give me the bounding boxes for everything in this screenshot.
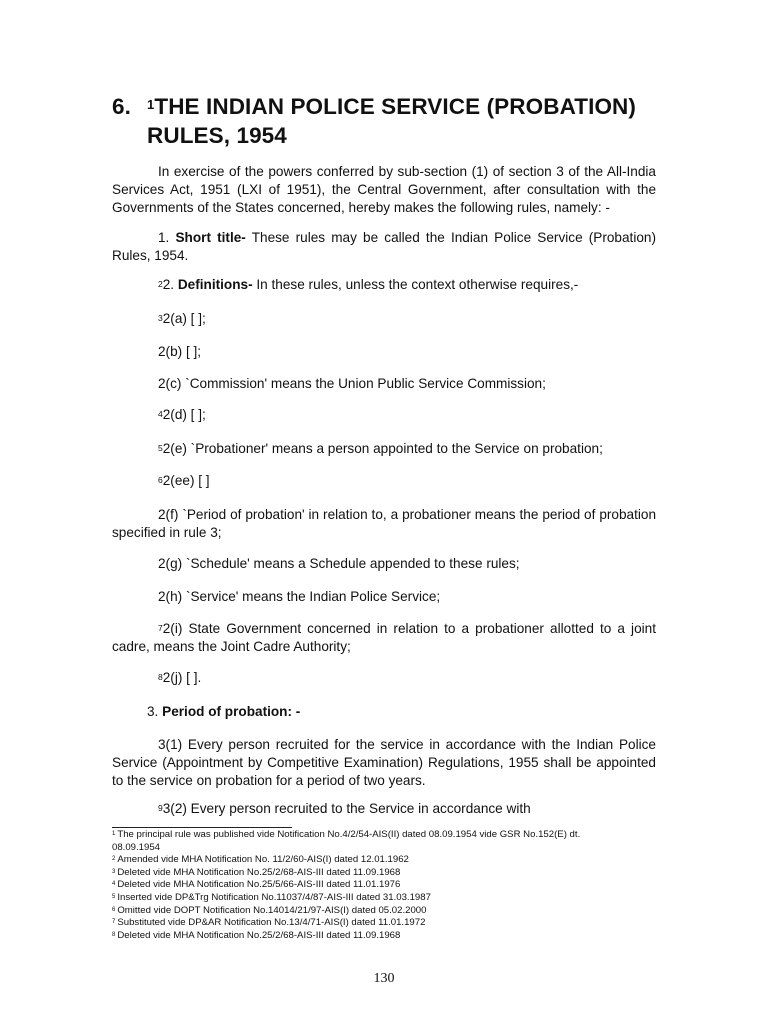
clause-2i-text: 2(i) State Government concerned in relation to a probationer allotted to a joint cadre, means the Joint Cadre Authority; — [112, 621, 656, 654]
heading-footnote-ref: 1 — [147, 97, 155, 112]
clause-2e-footnote-ref: 5 — [158, 443, 163, 453]
footnote-ref: 6 — [112, 906, 116, 913]
clause-2f-text: 2(f) `Period of probation' in relation to, a probationer means the period of probation specified in rule 3; — [112, 507, 656, 540]
clause-2d-footnote-ref: 4 — [158, 409, 163, 419]
footnote-text: Omitted vide DOPT Notification No.14014/21/97-AIS(I) dated 05.02.2000 — [117, 904, 427, 916]
footnote-ref: 3 — [112, 868, 116, 875]
preamble-text: In exercise of the powers conferred by sub-section (1) of section 3 of the All-India Services Act, 1951 (LXI of 1951), the Central Government, after consultation with the Governments of the States concerned, hereby makes the following rules, namely: - — [112, 164, 656, 215]
preamble — [112, 163, 656, 217]
clause-2a-text: 2(a) [ ]; — [162, 311, 206, 326]
clause-2d-text: 2(d) [ ]; — [162, 407, 206, 422]
clause-2j-footnote-ref: 8 — [158, 672, 163, 682]
clause-2ee — [112, 472, 656, 490]
clause-2e — [112, 440, 656, 458]
clause-2b-text: 2(b) [ ]; — [158, 344, 202, 359]
footnote-item — [112, 854, 672, 867]
footnote-ref: 8 — [112, 931, 116, 938]
footnote-item — [112, 842, 672, 855]
rule-1-text: These rules may be called the Indian Police Service (Probation) Rules, 1954. — [112, 230, 657, 263]
heading-line-1-text: THE INDIAN POLICE SERVICE (PROBATION) — [154, 94, 636, 119]
rule-1-title: Short title- — [175, 230, 246, 245]
clause-2i — [112, 620, 656, 656]
clause-2h-text: 2(h) `Service' means the Indian Police Service; — [158, 589, 441, 604]
rule-3-1-text: 3(1) Every person recruited for the service in accordance with the Indian Police Service (Appointment by Competitive Examination) Regulations, 1955 shall be appointed to the service on probation for a period of two years. — [112, 737, 656, 788]
footnote-item — [112, 930, 672, 943]
footnote-item — [112, 917, 672, 930]
clause-2c — [112, 375, 656, 393]
rule-3-2-text: 3(2) Every person recruited to the Service in accordance with — [162, 801, 531, 816]
clause-2a-footnote-ref: 3 — [158, 313, 163, 323]
rule-3 — [112, 703, 656, 721]
rule-1-number: 1. — [158, 230, 170, 245]
footnote-ref: 5 — [112, 893, 116, 900]
clause-2h — [112, 588, 656, 606]
rule-3-2-footnote-ref: 9 — [158, 803, 163, 813]
footnote-text: 08.09.1954 — [112, 841, 161, 853]
footnote-text: Deleted vide MHA Notification No.25/2/68-AIS-III dated 11.09.1968 — [117, 866, 401, 878]
footnote-item — [112, 829, 672, 842]
rule-2-footnote-ref: 2 — [158, 279, 163, 289]
clause-2b — [112, 343, 656, 361]
clause-2ee-footnote-ref: 6 — [158, 475, 163, 485]
clause-2d — [112, 406, 656, 424]
page-number: 130 — [373, 971, 395, 986]
clause-2f — [112, 506, 656, 542]
clause-2ee-text: 2(ee) [ ] — [162, 473, 210, 488]
clause-2a — [112, 310, 656, 328]
footnote-ref: 4 — [112, 881, 116, 888]
clause-2i-footnote-ref: 7 — [158, 623, 163, 633]
rule-2-number: 2. — [162, 277, 175, 292]
heading-number: 6. — [112, 94, 131, 119]
footnote-item — [112, 892, 672, 905]
footnote-divider — [112, 827, 292, 828]
footnote-ref: 7 — [112, 919, 116, 926]
clause-2g-text: 2(g) `Schedule' means a Schedule appended to these rules; — [158, 556, 520, 571]
footnote-item — [112, 905, 672, 918]
rule-3-2 — [112, 800, 656, 818]
clause-2j — [112, 669, 656, 687]
footnote-text: Amended vide MHA Notification No. 11/2/60-AIS(I) dated 12.01.1962 — [117, 854, 409, 866]
heading-line-1 — [147, 93, 636, 120]
rule-1 — [112, 229, 656, 265]
clause-2g — [112, 555, 656, 573]
rule-3-title: Period of probation: - — [162, 704, 301, 719]
footnotes — [112, 829, 672, 942]
footnote-ref: 2 — [112, 856, 116, 863]
footnote-item — [112, 867, 672, 880]
rule-2-title: Definitions- — [177, 277, 253, 292]
heading-line-2: RULES, 1954 — [147, 123, 287, 148]
rule-2-text: In these rules, unless the context otherwise requires,- — [256, 277, 579, 292]
footnote-text: Deleted vide MHA Notification No.25/2/68-AIS-III dated 11.09.1968 — [117, 929, 401, 941]
footnote-text: Inserted vide DP&Trg Notification No.11037/4/87-AIS-III dated 31.03.1987 — [117, 891, 431, 903]
clause-2j-text: 2(j) [ ]. — [162, 670, 202, 685]
rule-2 — [112, 276, 656, 294]
footnote-text: Substituted vide DP&AR Notification No.13/4/71-AIS(I) dated 11.01.1972 — [117, 917, 426, 929]
footnote-text: Deleted vide MHA Notification No.25/5/66-AIS-III dated 11.01.1976 — [117, 879, 401, 891]
footnote-item — [112, 879, 672, 892]
clause-2e-text: 2(e) `Probationer' means a person appointed to the Service on probation; — [162, 441, 603, 456]
footnote-text: The principal rule was published vide Notification No.4/2/54-AIS(II) dated 08.09.1954 vide GSR No.152(E) dt. — [117, 829, 581, 840]
clause-2c-text: 2(c) `Commission' means the Union Public Service Commission; — [158, 376, 546, 391]
rule-3-1 — [112, 736, 656, 790]
rule-3-number: 3. — [147, 704, 159, 719]
footnote-ref: 1 — [112, 831, 116, 837]
